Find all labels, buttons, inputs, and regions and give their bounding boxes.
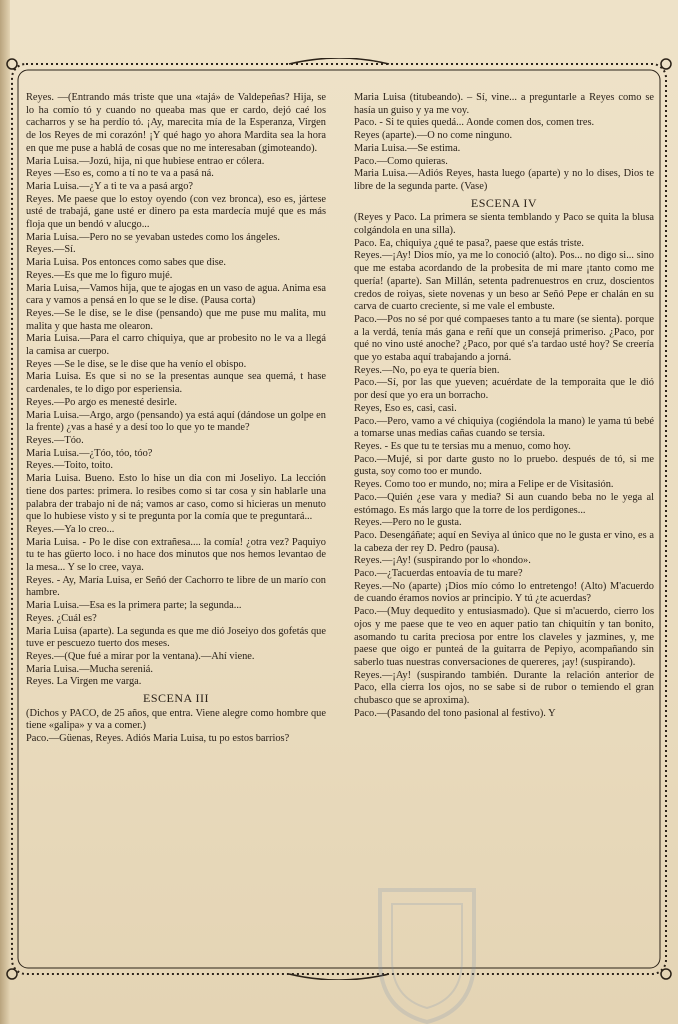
scene-heading: ESCENA III — [143, 691, 209, 706]
dialogue-paragraph: Maria Luisa.—¿Tóo, tóo, tóo? — [26, 447, 153, 459]
dialogue-paragraph: Maria Luisa.—Se estima. — [354, 142, 461, 154]
dialogue-paragraph: Maria Luisa (aparte). La segunda es que me dió Joseiyo dos gofetás que tuve er pescuezo tuerto dos meses. — [26, 625, 326, 650]
dialogue-paragraph: Maria Luisa. - Po le dise con extrañesa.... la comía! ¿otra vez? Paquiyo tu te has güerto loco. i no hace dos minutos que nos hemos levantao de la mesa... Y se lo cree, vaya. — [26, 536, 326, 574]
dialogue-paragraph: Maria Luisa.—Jozú, hija, ni que hubiese entrao er cólera. — [26, 155, 265, 167]
dialogue-paragraph: Paco.—(Muy dequedito y entusiasmado). Que si m'acuerdo, cierro los ojos y me paese que te veo en aquer patio tan chiquitín y tan bonito, asomando tu carita preciosa por entre los claveles y jazmines, y, me paese que oigo er punteá de la guitarra de Pepiyo, acompañando sin saberlo tuas nuestras conversaciones de quereres, ¡ay! (suspirando). — [354, 606, 654, 668]
scene-heading: ESCENA IV — [470, 195, 538, 210]
dialogue-paragraph: Reyes.—Tóo. — [26, 434, 84, 446]
dialogue-paragraph: Reyes.—(Que fué a mirar por la ventana).—Ahí viene. — [26, 650, 255, 662]
dialogue-paragraph: Paco.—Pos no sé por qué compaeses tanto a tu mare (se sienta). porque a la verdá, tenía más gana e reñí que un consejá primeriso. ¿Paco, por qué no vino usté anoche? ¿Paco, por qué s'a tardao usté hoy? Se creería que yo estaba aquí trabajando a jorná. — [354, 313, 654, 364]
dialogue-paragraph: Maria Luisa. Bueno. Esto lo hise un dia con mi Joseliyo. La lección tiene dos partes: primera. lo resibes como si tar cosa y sin hablarle una palabra der trabajo ni de ná; vamos ar caso, como si hicieras un menuto que lo hubiese visto y si te pregunta por la comía que te preguntará... — [26, 473, 326, 523]
dialogue-paragraph: Paco.—¿Tacuerdas entoavía de tu mare? — [354, 568, 523, 580]
dialogue-paragraph: Maria Luisa.—Pero no se yevaban ustedes como los ángeles. — [26, 231, 280, 243]
dialogue-paragraph: Maria Luisa.—Mucha sereniá. — [26, 663, 153, 675]
dialogue-paragraph: Reyes.—Pero no le gusta. — [354, 517, 462, 529]
dialogue-paragraph: Paco.—(Pasando del tono pasional al festivo). Y — [354, 707, 556, 719]
dialogue-paragraph: Reyes.—No, po eya te quería bien. — [354, 364, 500, 376]
dialogue-paragraph: Reyes. ¿Cuál es? — [26, 612, 97, 624]
dialogue-paragraph: Paco.—Mujé, si por darte gusto no lo pruebo. después de tó, si me gusta, soy como too er mundo. — [354, 453, 654, 478]
dialogue-paragraph: Reyes (aparte).—O no come ninguno. — [354, 130, 513, 142]
dialogue-paragraph: Maria Luisa.—¿Y a ti te va a pasá argo? — [26, 180, 194, 192]
dialogue-paragraph: Reyes.—No (aparte) ¡Dios mío cómo lo entretengo! (Alto) M'acuerdo de cuando éramos novios ar principio. Y tú ¿te acuerdas? — [354, 580, 654, 605]
dialogue-paragraph: Maria Luisa.—Argo, argo (pensando) ya está aquí (dándose un golpe en la frente) ¿vas a hasé y a desí too lo que yo te mande? — [26, 409, 326, 434]
left-column — [26, 92, 326, 966]
dialogue-paragraph: Reyes, Eso es, casi, casi. — [354, 402, 457, 414]
dialogue-paragraph: Maria Luisa.—Para el carro chiquiya, que ar probesito no le va a llegá la camisa ar cuerpo. — [26, 333, 326, 358]
dialogue-paragraph: Paco.—Pero, vamo a vé chiquiya (cogiéndola la mano) le yama tú bebé a tomarse unas medias cañas cuando se tersia. — [354, 415, 654, 440]
dialogue-paragraph: Maria Luisa.—Esa es la primera parte; la segunda... — [26, 600, 242, 612]
dialogue-paragraph: Paco.—Como quieras. — [354, 155, 448, 167]
dialogue-paragraph: Reyes.—Se le dise, se le dise (pensando) que me puse mu malita, mu malita y que hasta me olearon. — [26, 307, 326, 332]
dialogue-paragraph: Reyes —Eso es, como a tí no te va a pasá ná. — [26, 168, 214, 180]
dialogue-paragraph: Reyes.—¡Ay! (suspirando por lo «hondo». — [354, 555, 531, 567]
dialogue-paragraph: Paco.—Quién ¿ese vara y media? Si aun cuando beba no le yega al estómago. Es más largo que la torre de los perdigones... — [354, 491, 654, 516]
dialogue-paragraph: (Reyes y Paco. La primera se sienta temblando y Paco se quita la blusa colgándola en una silla). — [354, 212, 654, 237]
text-columns — [26, 92, 654, 966]
dialogue-paragraph: Reyes.—Po argo es menesté desirle. — [26, 396, 178, 408]
dialogue-paragraph: Reyes. La Virgen me varga. — [26, 676, 142, 688]
dialogue-paragraph: Maria Luisa. Es que si no se la presentas aunque sea quemá, t hase cardenales, te lo digo por esperiensia. — [26, 371, 326, 396]
dialogue-paragraph: Reyes. - Ay, María Luisa, er Señó der Cachorro te libre de un marío con hambre. — [26, 574, 326, 599]
dialogue-paragraph: Maria Luisa.—Adiós Reyes, hasta luego (aparte) y no lo dises, Dios te libre de la segunda parte. (Vase) — [354, 168, 654, 192]
dialogue-paragraph: Reyes. —(Entrando más triste que una «tajá» de Valdepeñas? Hija, se lo ha comío tó y cuando no queaba mas que er cardo, dejó caé los cacharros y se ha perdío tó. ¡Ay, marecita mía de la Esperanza, Virgen de los Reyes de mi corazón! ¡Y qué hago yo ahora Mardita sea la hora en que me puse a hablá de cosas que no me interesaban (gimoteando). — [26, 92, 326, 154]
dialogue-paragraph: Reyes —Se le dise, se le dise que ha venío el obispo. — [26, 358, 247, 370]
dialogue-paragraph: Paco. Ea, chiquiya ¿qué te pasa?, paese que estás triste. — [354, 237, 584, 249]
dialogue-paragraph: Maria Luisa,—Vamos hija, que te ajogas en un vaso de agua. Anima esa cara y vamos a pensá en lo que se le dise. (Pausa corta) — [26, 282, 326, 307]
dialogue-paragraph: (Dichos y PACO, de 25 años, que entra. Viene alegre como hombre que tiene «galipa» y va a comer.) — [26, 707, 326, 732]
dialogue-paragraph: Reyes. Me paese que lo estoy oyendo (con vez bronca), eso es, jártese usté de trabajá, gane usté er dinero pa esta mardecía mujé que es más floja que un bendó v alucgo... — [26, 193, 326, 231]
dialogue-paragraph: Reyes. - Es que tu te tersias mu a menuo, como hoy. — [354, 440, 571, 452]
right-column — [354, 92, 654, 966]
dialogue-paragraph: Paco. - Si te quies quedá... Aonde comen dos, comen tres. — [354, 117, 595, 129]
dialogue-paragraph: Reyes.—Ya lo creo... — [26, 523, 115, 535]
dialogue-paragraph: Reyes.—¡Ay! (suspirando también. Durante la relación anterior de Paco, ella cierra los ojos, no se sabe si de rubor o temiendo el gran chubasco que se aproxima). — [354, 669, 654, 707]
dialogue-paragraph: Paco.—Sí, por las que yueven; acuérdate de la temporaita que le dió por desí que yo era un borracho. — [354, 377, 654, 402]
dialogue-paragraph: Paco. Desengáñate; aquí en Seviya al único que no le gusta er vino, es a la cabeza der rey D. Pedro (pausa). — [354, 529, 654, 554]
dialogue-paragraph: Reyes.—¡Ay! Dios mío, ya me lo conoció (alto). Pos... no digo si... sino que me estaba acordando de la probesita de mi mare ¡tanto como me quería! (aparte). San Millán, setenta padrenuestros en cruz, doscientos credos de roiyas, siete novenas y un beso ar Señó Pepe er chalán en su carva de cuarto creciente, si me vale el embuste. — [354, 250, 654, 313]
dialogue-paragraph: Reyes.—Toito, toito. — [26, 460, 114, 472]
dialogue-paragraph: Reyes. Como too er mundo, no; mira a Felipe er de Visitasión. — [354, 479, 614, 491]
dialogue-paragraph: Reyes.—Sí. — [26, 244, 76, 256]
dialogue-paragraph: Paco.—Güenas, Reyes. Adiós Maria Luisa, tu po estos barrios? — [26, 733, 290, 745]
dialogue-paragraph: Maria Luisa (titubeando). – Sí, vine... a preguntarle a Reyes como se hasía un guiso y ya me voy. — [354, 92, 654, 116]
dialogue-paragraph: Maria Luisa. Pos entonces como sabes que dise. — [26, 257, 226, 269]
dialogue-paragraph: Reyes.—Es que me lo figuro mujé. — [26, 269, 173, 281]
